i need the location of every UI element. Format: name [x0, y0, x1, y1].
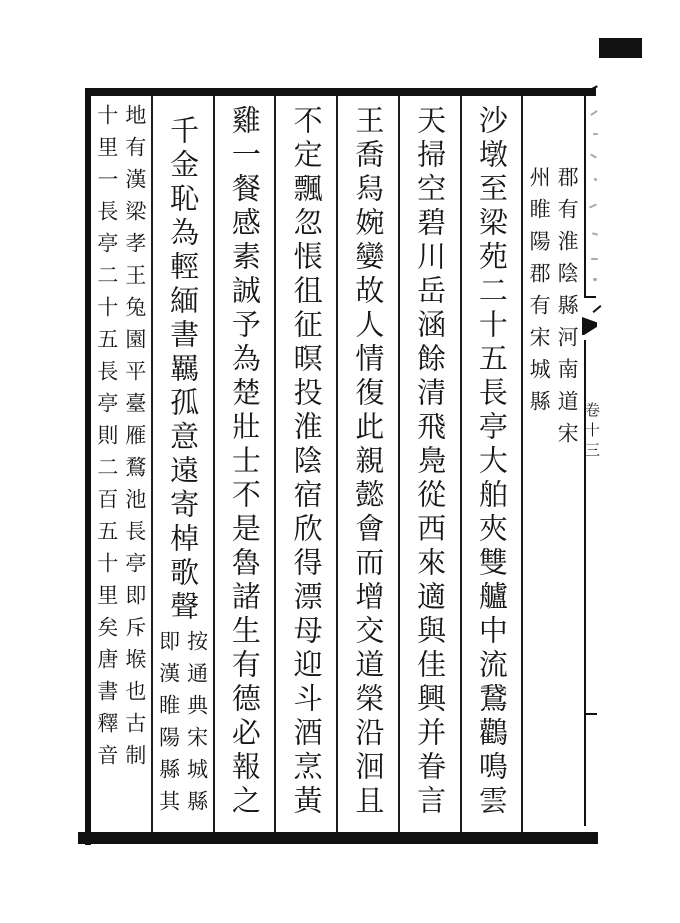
handwriting-smudge — [594, 178, 597, 181]
poem-column-text: 沙墩至梁苑二十五長亭大舶夾雙艫中流鵞鸛鳴雲 — [474, 105, 509, 819]
note-right-line: 按通典宋城縣 — [184, 630, 209, 822]
column-5-poem — [274, 96, 336, 832]
spine-bracket-line — [584, 95, 586, 298]
spine-tick-mark — [585, 713, 597, 715]
frame-border-bottom — [78, 832, 598, 844]
handwriting-smudge — [591, 258, 598, 260]
column-6-poem — [213, 96, 275, 832]
handwriting-smudge — [590, 110, 598, 116]
note-left-line: 州睢陽郡有宋城縣 — [527, 166, 552, 422]
note-left-line: 十里一長亭二十五長亭則二百五十里矣唐書釋音 — [94, 104, 119, 776]
spine-bracket-hook-bottom — [585, 296, 596, 298]
poem-column-text: 千金恥為輕緬書羈孤意遠寄棹歌聲 — [166, 115, 201, 625]
frame-border-top — [85, 88, 596, 96]
column-1-note — [521, 96, 583, 832]
volume-label: 卷十三 — [583, 402, 601, 462]
column-4-poem — [336, 96, 398, 832]
column-2-poem — [460, 96, 522, 832]
handwriting-smudge — [590, 153, 597, 158]
handwriting-smudge — [593, 133, 598, 135]
handwriting-smudge — [593, 278, 597, 281]
fishtail-mark-icon — [582, 317, 597, 335]
interlinear-note — [91, 96, 151, 776]
text-frame — [91, 96, 583, 832]
poem-column-text: 天掃空碧川岳涵餘清飛鳧從西來適與佳興并眷言 — [413, 105, 448, 819]
interlinear-note — [153, 630, 213, 822]
note-right-line: 郡有淮陰縣河南道宋 — [555, 166, 580, 454]
note-right-line: 地有漢梁孝王兔園平臺雁鶩池長亭即斥堠也古制 — [122, 104, 147, 776]
interlinear-note — [523, 96, 583, 454]
poem-column-text: 雞一餐感素誠予為楚壯士不是魯諸生有德必報之 — [227, 105, 262, 819]
poem-column-text: 不定飄忽悵徂征暝投淮陰宿欣得漂母迎斗酒烹黃 — [289, 105, 324, 819]
column-7-poem-with-note — [151, 96, 213, 832]
text-columns — [91, 96, 583, 832]
poem-column-text: 王喬舄婉孌故人情復此親懿會而增交道榮沿洄且 — [351, 105, 386, 819]
column-8-note — [91, 96, 151, 832]
column-3-poem — [398, 96, 460, 832]
handwriting-smudge — [589, 203, 597, 208]
note-left-line: 即漢睢陽縣其 — [156, 630, 181, 822]
handwriting-smudge — [592, 232, 598, 235]
fishtail-slash-icon — [593, 305, 602, 313]
spine-ink-block — [599, 38, 642, 58]
